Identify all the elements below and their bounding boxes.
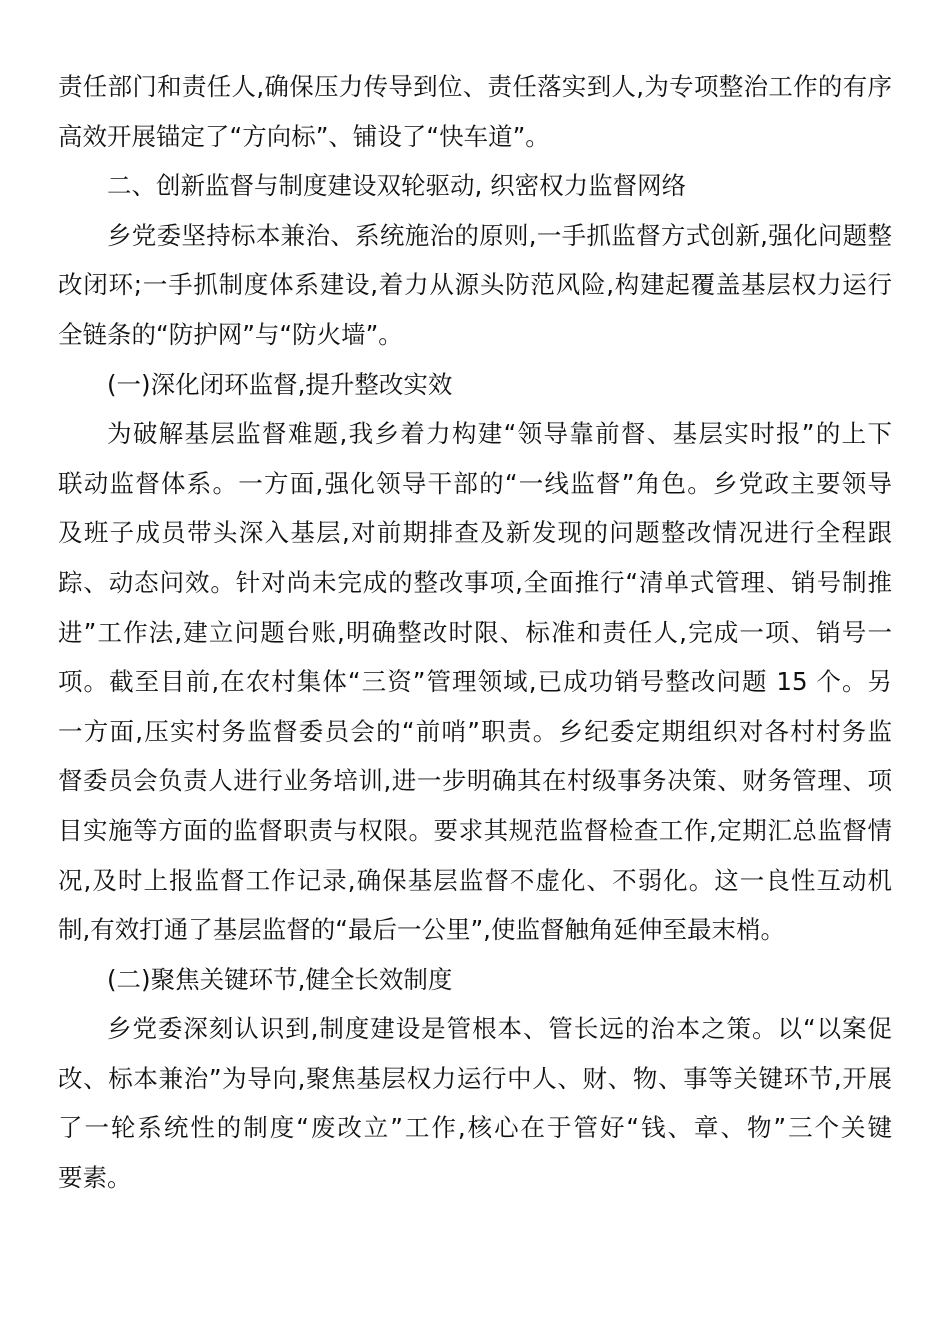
body-line: 全链条的“防护网”与“防火墙”。 [58,319,403,349]
body-line: 踪、动态问效。针对尚未完成的整改事项,全面推行“清单式管理、销号制推 [58,567,892,597]
body-line: 改闭环;一手抓制度体系建设,着力从源头防范风险,构建起覆盖基层权力运行 [58,270,892,300]
body-line: 目实施等方面的监督职责与权限。要求其规范监督检查工作,定期汇总监督情 [58,815,892,845]
document-body [58,62,892,1203]
body-line: 况,及时上报监督工作记录,确保基层监督不虚化、不弱化。这一良性互动机 [58,865,892,895]
body-line: 乡党委深刻认识到,制度建设是管根本、管长远的治本之策。以“以案促 [107,1014,892,1044]
body-line: 联动监督体系。一方面,强化领导干部的“一线监督”角色。乡党政主要领导 [58,468,892,498]
body-line: 乡党委坚持标本兼治、系统施治的原则,一手抓监督方式创新,强化问题整 [107,220,892,250]
body-line: 责任部门和责任人,确保压力传导到位、责任落实到人,为专项整治工作的有序 [58,72,892,101]
body-line: 为破解基层监督难题,我乡着力构建“领导靠前督、基层实时报”的上下 [107,419,892,449]
body-line: 制,有效打通了基层监督的“最后一公里”,使监督触角延伸至最末梢。 [58,915,785,945]
body-line: 了一轮系统性的制度“废改立”工作,核心在于管好“钱、章、物”三个关键 [58,1113,892,1143]
section-heading: 二、创新监督与制度建设双轮驱动, 织密权力监督网络 [107,171,687,201]
subsection-heading: (二)聚焦关键环节,健全长效制度 [107,964,453,994]
body-line: 进”工作法,建立问题台账,明确整改时限、标准和责任人,完成一项、销号一 [58,617,892,647]
body-line: 一方面,压实村务监督委员会的“前哨”职责。乡纪委定期组织对各村村务监 [58,716,892,746]
body-line: 高效开展锚定了“方向标”、铺设了“快车道”。 [58,121,550,151]
body-line: 督委员会负责人进行业务培训,进一步明确其在村级事务决策、财务管理、项 [58,766,892,796]
body-line: 改、标本兼治”为导向,聚焦基层权力运行中人、财、物、事等关键环节,开展 [58,1063,892,1093]
body-line: 及班子成员带头深入基层,对前期排查及新发现的问题整改情况进行全程跟 [58,518,892,548]
subsection-heading: (一)深化闭环监督,提升整改实效 [107,369,453,399]
body-line: 项。截至目前,在农村集体“三资”管理领域,已成功销号整改问题 15 个。另 [58,667,892,697]
body-line: 要素。 [58,1163,132,1193]
